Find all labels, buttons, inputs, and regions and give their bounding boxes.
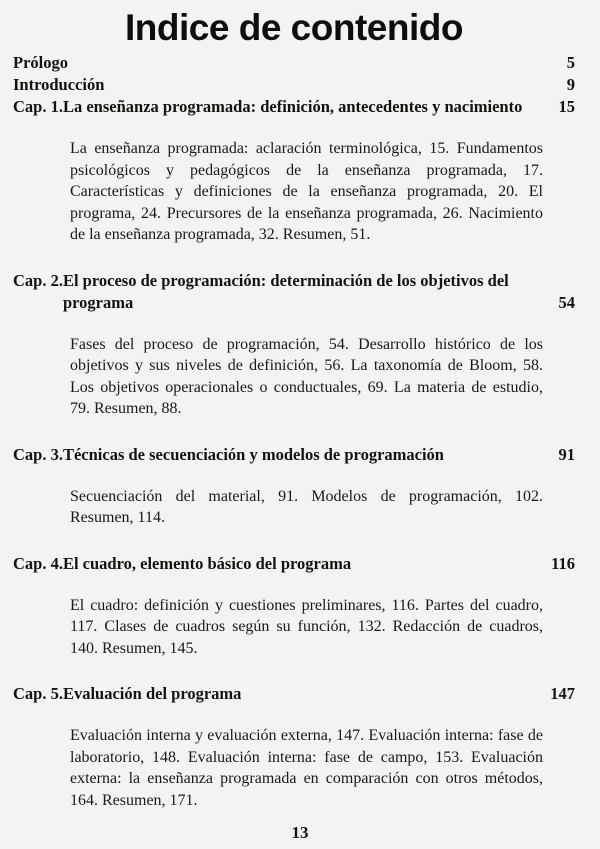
footer-page-number: 13 xyxy=(291,823,309,842)
chapter-title: Evaluación del programa xyxy=(62,684,242,703)
toc-entry-chapter-5 xyxy=(13,683,575,705)
toc-entry-chapter-3 xyxy=(13,444,575,466)
chapter-1-sections: La enseñanza programada: aclaración terminológica, 15. Fundamentos psicológicos y pedagógicos de la enseñanza programada, 17. Características y definiciones de la enseñanza programada, 20. El programa, 24. Precursores de la enseñanza programada, 26. Nacimiento de la enseñanza programada, 32. Resumen, 51. xyxy=(70,140,543,243)
chapter-label: Cap. 4. xyxy=(13,553,63,573)
toc-chapter-2 xyxy=(13,270,575,420)
toc-entry-title: Introducción xyxy=(13,75,105,94)
toc-entry-chapter-4 xyxy=(13,553,575,575)
chapter-page-number: 15 xyxy=(558,97,575,116)
toc-entry-title: Prólogo xyxy=(13,53,68,72)
chapter-page-number: 116 xyxy=(551,553,575,573)
toc-entry-introduccion xyxy=(13,74,575,96)
chapter-label: Cap. 2. xyxy=(13,270,63,290)
toc-entry-prologo xyxy=(13,52,575,74)
chapter-title: El proceso de programación: determinación de los objetivos del programa xyxy=(62,270,509,312)
chapter-label: Cap. 3. xyxy=(13,444,63,464)
chapter-4-sections: El cuadro: definición y cuestiones preliminares, 116. Partes del cuadro, 117. Clases de cuadros según su función, 132. Redacción de cuadros, 140. Resumen, 145. xyxy=(70,596,543,657)
chapter-5-sections: Evaluación interna y evaluación externa, 147. Evaluación interna: fase de laboratorio, 148. Evaluación interna: fase de campo, 153. Evaluación externa: la enseñanza programada en comparación con otros métodos, 164. Resumen, 171. xyxy=(70,727,543,809)
chapter-title: La enseñanza programada: definición, antecedentes y nacimiento xyxy=(62,97,523,116)
toc-chapter-5 xyxy=(13,683,575,811)
chapter-label: Cap. 5. xyxy=(13,684,63,703)
toc-entry-page-number: 5 xyxy=(566,53,575,72)
page-title: Indice de contenido xyxy=(125,7,463,48)
toc-chapter-4 xyxy=(13,553,575,660)
toc-entry-chapter-2 xyxy=(13,270,575,314)
chapter-2-sections: Fases del proceso de programación, 54. Desarrollo histórico de los objetivos y sus niveles de definición, 56. La taxonomía de Bloom, 58. Los objetivos operacionales o conductuales, 69. La materia de estudio, 79. Resumen, 88. xyxy=(70,335,543,417)
toc-chapter-1 xyxy=(13,96,575,246)
chapter-title: El cuadro, elemento básico del programa xyxy=(62,553,352,573)
chapter-page-number: 147 xyxy=(550,684,575,703)
chapter-3-sections: Secuenciación del material, 91. Modelos de programación, 102. Resumen, 114. xyxy=(70,487,543,526)
toc-chapter-3 xyxy=(13,444,575,529)
toc-entry-chapter-1 xyxy=(13,96,575,118)
chapter-page-number: 91 xyxy=(558,444,575,464)
chapter-label: Cap. 1. xyxy=(13,97,63,116)
chapter-page-number: 54 xyxy=(558,292,575,312)
toc-entry-page-number: 9 xyxy=(566,75,575,94)
chapter-title: Técnicas de secuenciación y modelos de programación xyxy=(62,444,444,464)
